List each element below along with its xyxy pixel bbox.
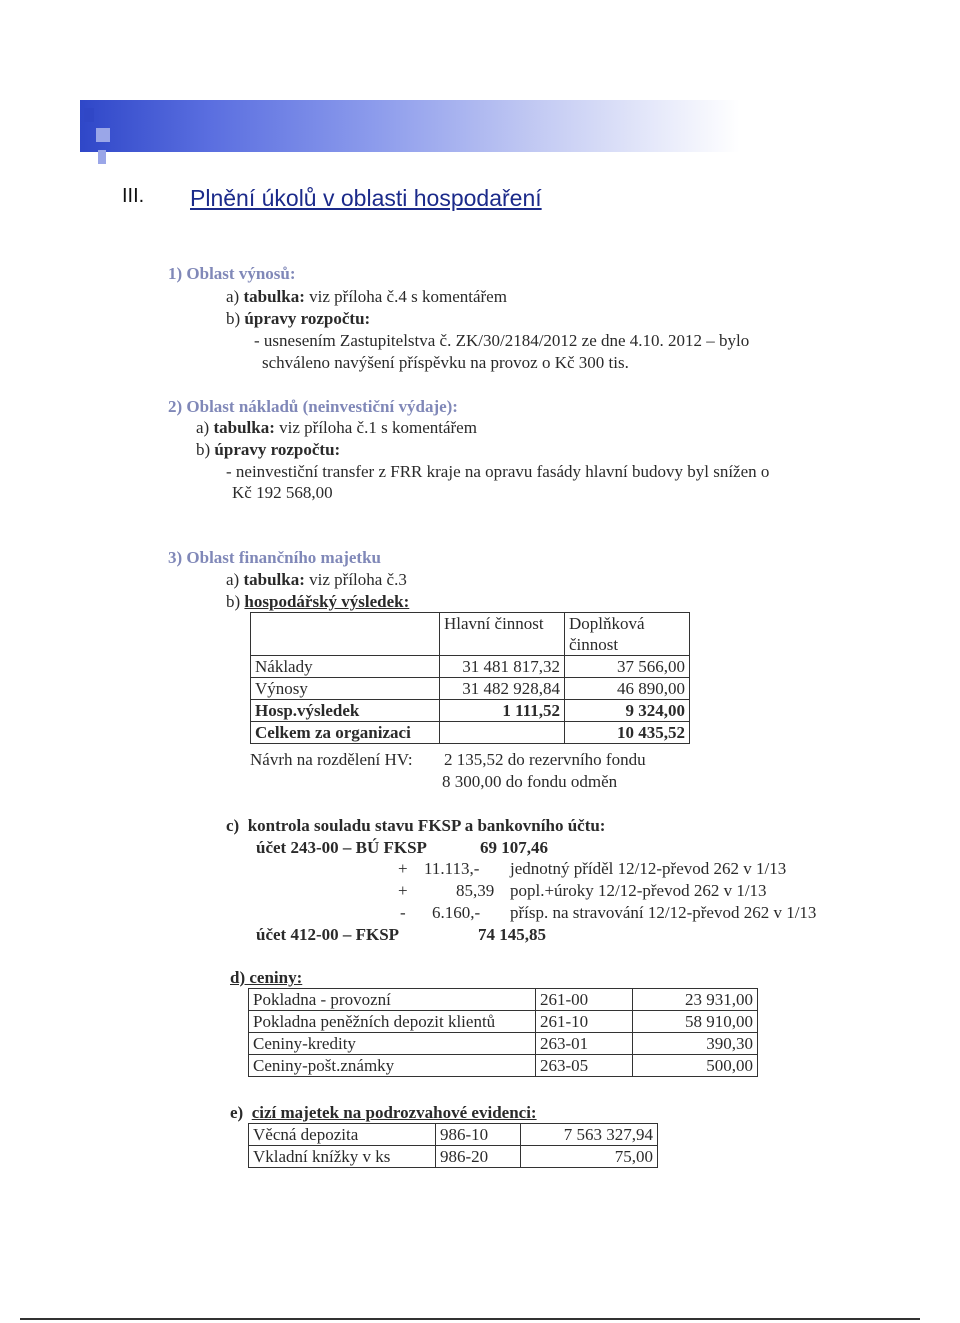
c-heading xyxy=(226,816,605,836)
ceniny-value: 58 910,00 xyxy=(633,1011,758,1033)
ceniny-acct: 261-10 xyxy=(536,1011,633,1033)
table-row xyxy=(251,700,690,722)
ceniny-label: Pokladna peněžních depozit klientů xyxy=(249,1011,536,1033)
hv-row-v2: 37 566,00 xyxy=(565,656,690,678)
c-item-amount: 85,39 xyxy=(456,881,495,900)
s3-b-label: hospodářský výsledek: xyxy=(244,592,410,611)
majetek-table xyxy=(248,1123,658,1168)
s3-a-text: viz příloha č.3 xyxy=(309,570,407,589)
s1-line1: - usnesením Zastupitelstva č. ZK/30/2184/2012 ze dne 4.10. 2012 – bylo xyxy=(254,331,750,350)
table-row xyxy=(249,1011,758,1033)
c-item-sign: - xyxy=(400,903,406,922)
s1-a-prefix: a) xyxy=(226,287,240,306)
c-item-amount: 6.160,- xyxy=(432,903,481,922)
table-row xyxy=(249,989,758,1011)
banner-square xyxy=(96,128,110,142)
hv-row-label: Výnosy xyxy=(251,678,440,700)
navrh-line2: 8 300,00 do fondu odměn xyxy=(442,772,618,791)
ceniny-acct: 263-01 xyxy=(536,1033,633,1055)
hv-col2-header-l2: činnost xyxy=(565,634,690,656)
s2-line1: - neinvestiční transfer z FRR kraje na opravu fasády hlavní budovy byl snížen o xyxy=(226,462,770,481)
table-cell xyxy=(440,722,565,744)
c-acct1-label: účet 243-00 – BÚ FKSP xyxy=(256,838,427,857)
s2-a-label: tabulka: xyxy=(213,418,275,437)
ceniny-label: Ceniny-pošt.známky xyxy=(249,1055,536,1077)
ceniny-value: 500,00 xyxy=(633,1055,758,1077)
majetek-label: Věcná depozita xyxy=(249,1124,436,1146)
hv-row-v1: 1 111,52 xyxy=(440,700,565,722)
e-heading xyxy=(230,1103,537,1123)
s3-a-prefix: a) xyxy=(226,570,240,589)
s2-title: 2) Oblast nákladů (neinvestiční výdaje): xyxy=(168,397,458,416)
s1-a xyxy=(226,287,507,307)
s3-b xyxy=(226,592,409,612)
ceniny-table xyxy=(248,988,758,1077)
table-row xyxy=(251,656,690,678)
navrh-line1: 2 135,52 do rezervního fondu xyxy=(444,750,646,769)
s1-b-label: úpravy rozpočtu: xyxy=(244,309,371,328)
majetek-acct: 986-20 xyxy=(436,1146,521,1168)
c-item-text: popl.+úroky 12/12-převod 262 v 1/13 xyxy=(510,881,767,900)
d-title: d) ceniny: xyxy=(230,968,303,987)
ceniny-acct: 263-05 xyxy=(536,1055,633,1077)
s3-a xyxy=(226,570,407,590)
majetek-acct: 986-10 xyxy=(436,1124,521,1146)
hv-row-label: Náklady xyxy=(251,656,440,678)
header-banner xyxy=(80,100,740,152)
hv-col2-header-l1: Doplňková xyxy=(565,613,690,635)
c-item-text: přísp. na stravování 12/12-převod 262 v 1/13 xyxy=(510,903,817,922)
table-row xyxy=(249,1055,758,1077)
table-row xyxy=(249,1146,658,1168)
ceniny-label: Pokladna - provozní xyxy=(249,989,536,1011)
s1-b-prefix: b) xyxy=(226,309,241,328)
majetek-value: 7 563 327,94 xyxy=(521,1124,658,1146)
hv-row-label: Hosp.výsledek xyxy=(251,700,440,722)
s2-b-prefix: b) xyxy=(196,440,211,459)
table-row xyxy=(251,678,690,700)
c-item-sign: + xyxy=(398,881,408,900)
banner-square xyxy=(98,150,106,164)
c-title: kontrola souladu stavu FKSP a bankovního účtu: xyxy=(247,816,606,835)
s1-title: 1) Oblast výnosů: xyxy=(168,264,296,283)
hv-total-value: 10 435,52 xyxy=(565,722,690,744)
c-acct2-value: 74 145,85 xyxy=(478,925,546,944)
s1-a-text: viz příloha č.4 s komentářem xyxy=(309,287,507,306)
s2-a-text: viz příloha č.1 s komentářem xyxy=(279,418,477,437)
e-prefix: e) xyxy=(230,1103,244,1122)
s3-title: 3) Oblast finančního majetku xyxy=(168,548,381,567)
hv-total-label: Celkem za organizaci xyxy=(251,722,440,744)
e-title: cizí majetek na podrozvahové evidenci: xyxy=(251,1103,537,1122)
table-row xyxy=(251,613,690,635)
s1-b xyxy=(226,309,370,329)
c-prefix: c) xyxy=(226,816,240,835)
section-title: Plnění úkolů v oblasti hospodaření xyxy=(190,185,542,211)
c-item-sign: + xyxy=(398,859,408,878)
table-row xyxy=(251,722,690,744)
ceniny-value: 390,30 xyxy=(633,1033,758,1055)
hv-row-v1: 31 481 817,32 xyxy=(440,656,565,678)
s1-a-label: tabulka: xyxy=(243,287,305,306)
c-acct1-value: 69 107,46 xyxy=(480,838,548,857)
hv-row-v1: 31 482 928,84 xyxy=(440,678,565,700)
s2-line2: Kč 192 568,00 xyxy=(232,483,333,502)
s3-a-label: tabulka: xyxy=(243,570,305,589)
table-row xyxy=(249,1033,758,1055)
s2-b-label: úpravy rozpočtu: xyxy=(214,440,341,459)
ceniny-value: 23 931,00 xyxy=(633,989,758,1011)
s2-b xyxy=(196,440,340,460)
s3-b-prefix: b) xyxy=(226,592,241,611)
hv-table xyxy=(250,612,690,744)
s1-line2: schváleno navýšení příspěvku na provoz o Kč 300 tis. xyxy=(262,353,629,372)
s2-a xyxy=(196,418,477,438)
hv-row-v2: 46 890,00 xyxy=(565,678,690,700)
majetek-label: Vkladní knížky v ks xyxy=(249,1146,436,1168)
c-acct2-label: účet 412-00 – FKSP xyxy=(256,925,400,944)
c-item-amount: 11.113,- xyxy=(424,859,480,878)
ceniny-acct: 261-00 xyxy=(536,989,633,1011)
ceniny-label: Ceniny-kredity xyxy=(249,1033,536,1055)
banner-square xyxy=(84,108,94,122)
navrh-label: Návrh na rozdělení HV: xyxy=(250,750,413,769)
table-cell xyxy=(251,613,440,656)
footer-rule xyxy=(20,1318,920,1320)
section-number: III. xyxy=(122,185,145,207)
hv-col1-header: Hlavní činnost xyxy=(440,613,565,656)
s2-a-prefix: a) xyxy=(196,418,210,437)
table-row xyxy=(249,1124,658,1146)
hv-row-v2: 9 324,00 xyxy=(565,700,690,722)
c-item-text: jednotný příděl 12/12-převod 262 v 1/13 xyxy=(510,859,787,878)
majetek-value: 75,00 xyxy=(521,1146,658,1168)
